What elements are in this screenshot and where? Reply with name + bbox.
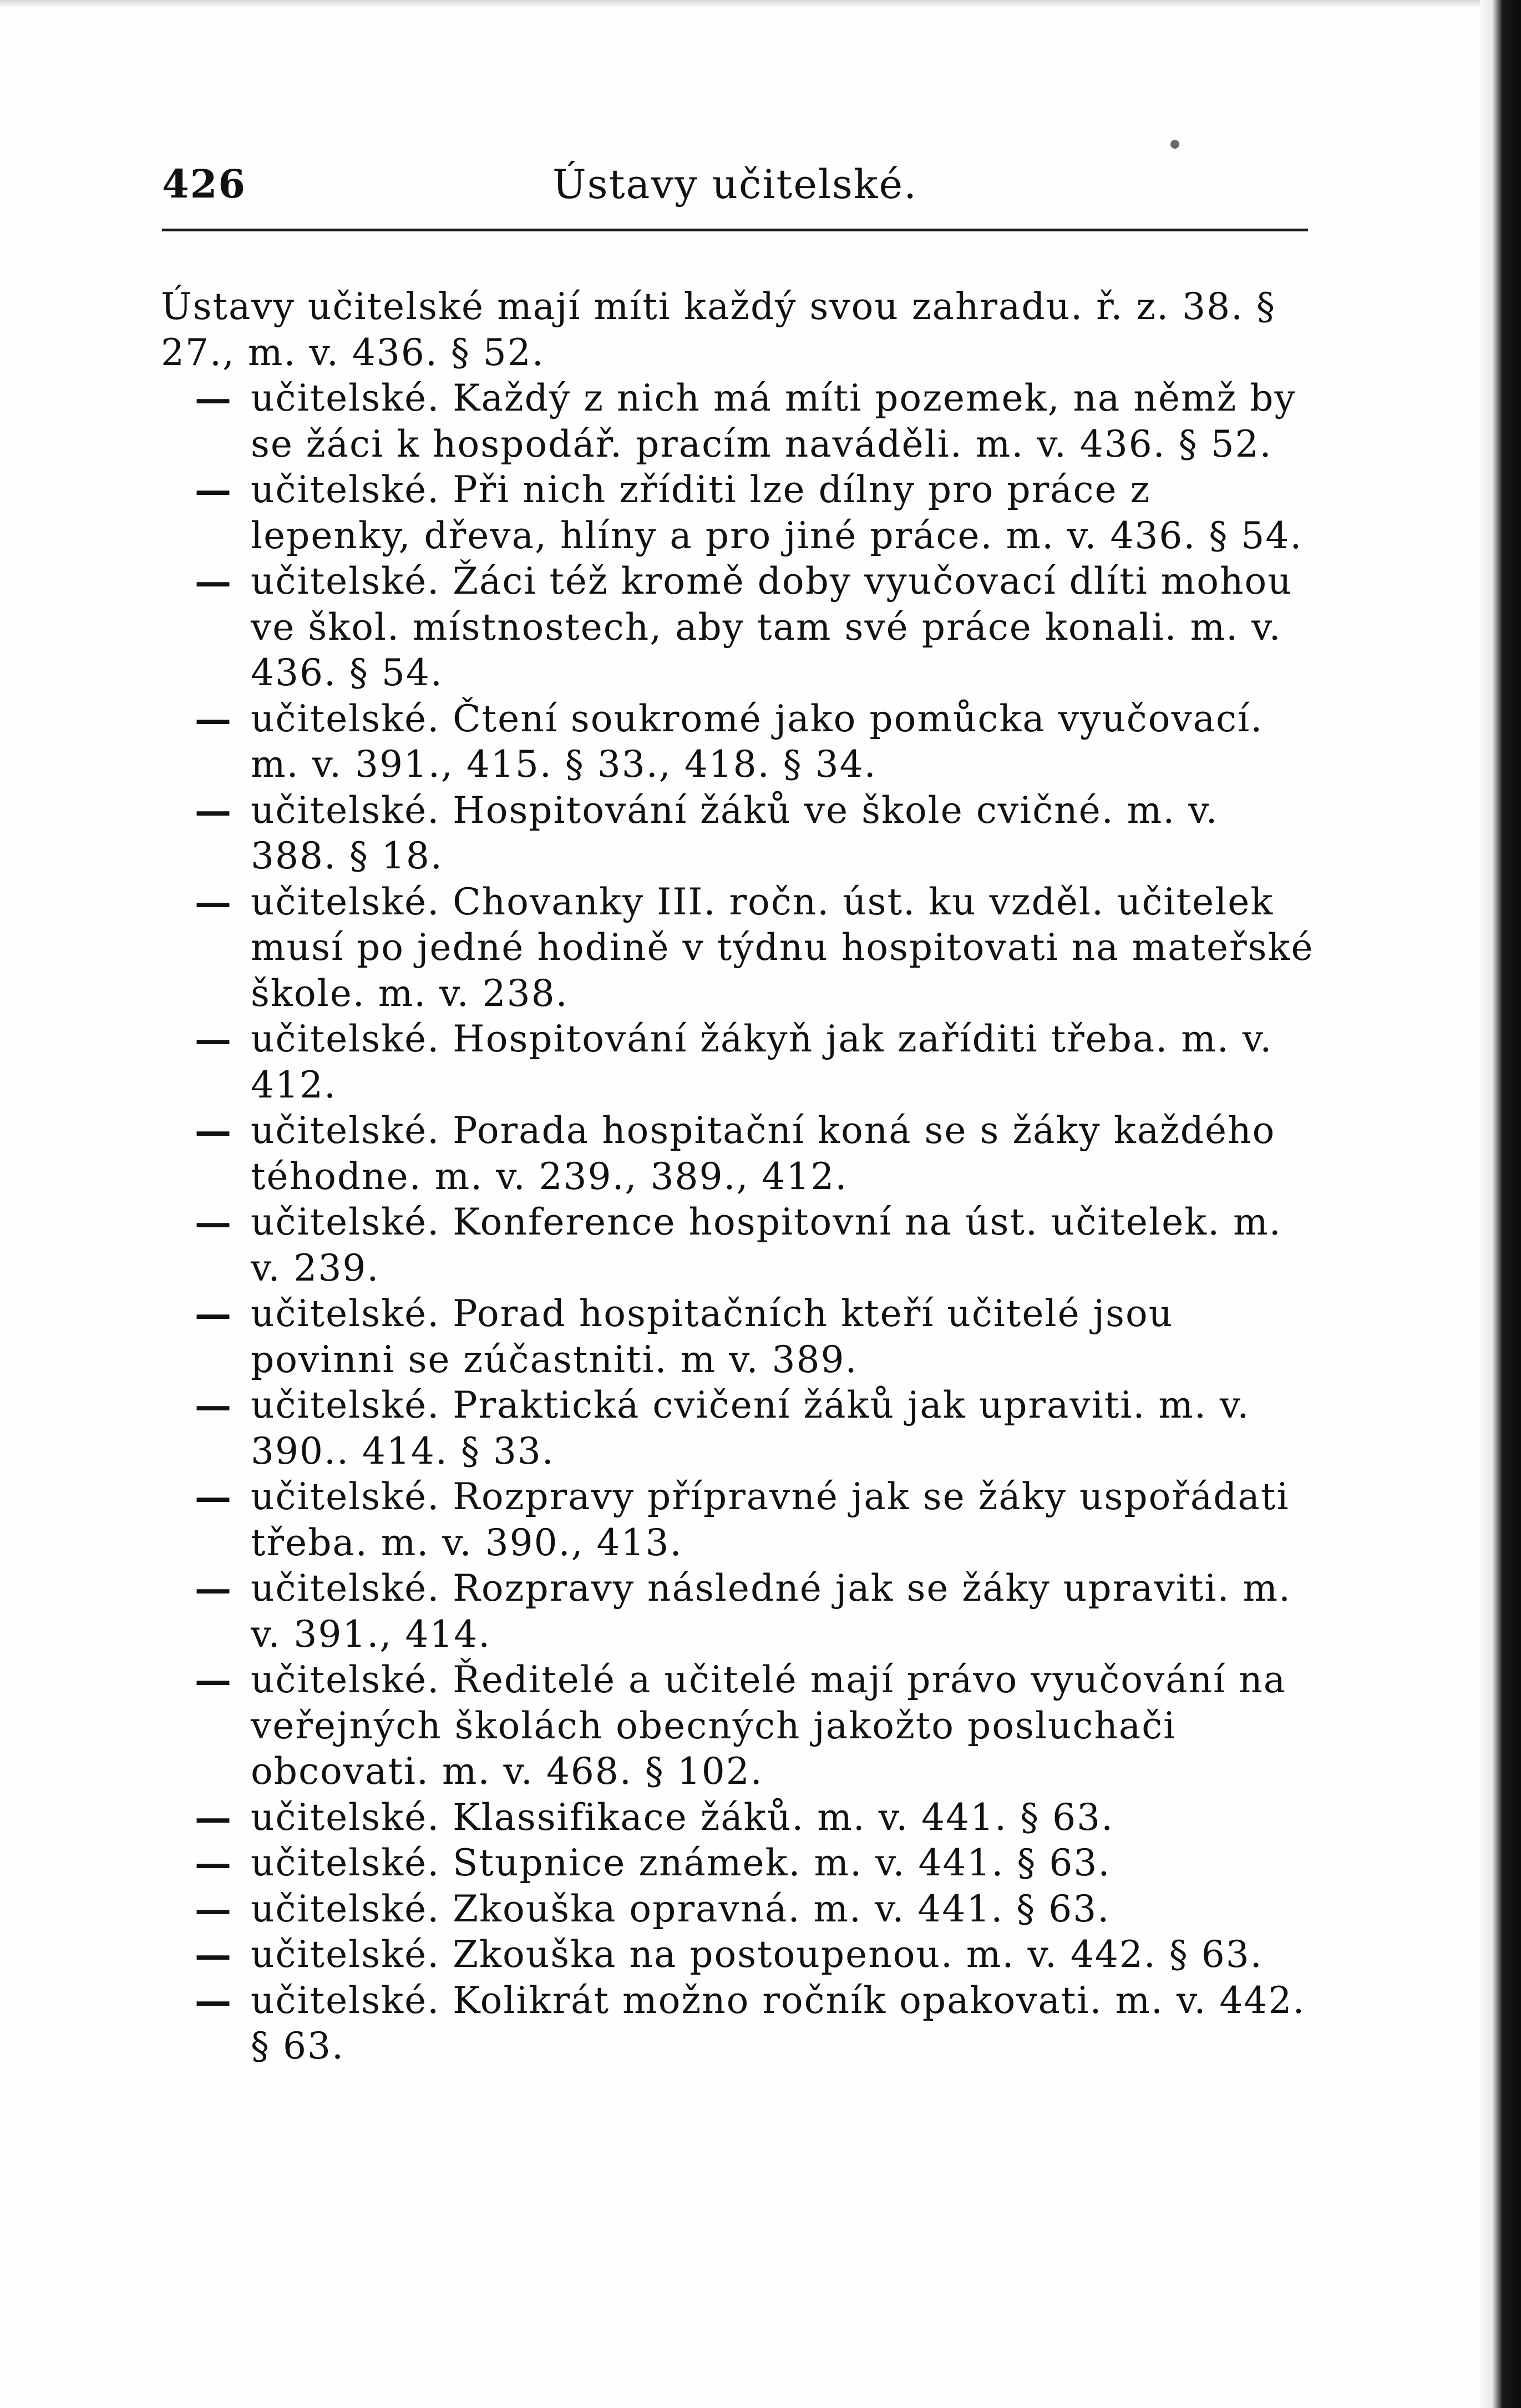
entry-text: učitelské. Při nich zříditi lze dílny pro práce z lepenky, dřeva, hlíny a pro jiné práce. m. v. 436. § 54.	[251, 468, 1303, 557]
index-entry	[161, 1108, 1315, 1200]
page-gutter-edge	[1480, 0, 1521, 2408]
entry-text: učitelské. Konference hospitovní na úst. učitelek. m. v. 239.	[251, 1201, 1282, 1289]
entry-text: učitelské. Každý z nich má míti pozemek, na němž by se žáci k hospodář. pracím naváděli. m. v. 436. § 52.	[251, 377, 1296, 466]
index-entry	[161, 1795, 1315, 1841]
entry-dash: —	[195, 1979, 232, 2022]
entry-dash: —	[195, 1658, 232, 1702]
header-rule	[162, 229, 1308, 231]
entry-text: učitelské. Rozpravy následné jak se žáky upraviti. m. v. 391., 414.	[251, 1567, 1292, 1656]
index-entry	[161, 1291, 1315, 1383]
running-title: Ústavy učitelské.	[552, 161, 918, 208]
entry-text: Ústavy učitelské mají míti každý svou zahradu. ř. z. 38. § 27., m. v. 436. § 52.	[161, 285, 1276, 374]
index-entry	[161, 788, 1315, 879]
entry-dash: —	[195, 880, 232, 924]
entry-dash: —	[195, 560, 232, 603]
entry-text: učitelské. Chovanky III. ročn. úst. ku vzděl. učitelek musí po jedné hodině v týdnu hospitovati na mateřské škole. m. v. 238.	[251, 880, 1314, 1015]
entry-dash: —	[195, 1292, 232, 1335]
entry-dash: —	[195, 1475, 232, 1519]
entry-text: učitelské. Klassifikace žáků. m. v. 441. § 63.	[251, 1795, 1114, 1839]
entry-text: učitelské. Čtení soukromé jako pomůcka vyučovací. m. v. 391., 415. § 33., 418. § 34.	[251, 697, 1264, 786]
entry-dash: —	[195, 1109, 232, 1152]
page-header	[162, 161, 1308, 222]
entry-text: učitelské. Zkouška opravná. m. v. 441. § 63.	[251, 1887, 1111, 1930]
entry-text: učitelské. Zkouška na postoupenou. m. v. 442. § 63.	[251, 1933, 1263, 1976]
index-entry	[161, 376, 1315, 467]
index-entry	[161, 1886, 1315, 1933]
entry-text: učitelské. Hospitování žákyň jak zaříditi třeba. m. v. 412.	[251, 1018, 1273, 1106]
index-entry	[161, 1657, 1315, 1795]
entry-text: učitelské. Rozpravy přípravné jak se žáky uspořádati třeba. m. v. 390., 413.	[251, 1475, 1290, 1564]
entry-dash: —	[195, 377, 232, 420]
index-entry	[161, 1840, 1315, 1886]
entry-dash: —	[195, 468, 232, 512]
entry-text: učitelské. Stupnice známek. m. v. 441. § 63.	[251, 1842, 1111, 1884]
entry-text: učitelské. Praktická cvičení žáků jak upraviti. m. v. 390.. 414. § 33.	[251, 1384, 1250, 1473]
index-entry	[161, 1383, 1315, 1474]
entry-dash: —	[195, 1887, 232, 1931]
entry-text: učitelské. Hospitování žáků ve škole cvičné. m. v. 388. § 18.	[251, 788, 1219, 877]
index-entry	[161, 1566, 1315, 1657]
index-entry	[161, 559, 1315, 696]
index-entry	[161, 1932, 1315, 1978]
page-top-shadow	[0, 0, 1521, 8]
entry-dash: —	[195, 1384, 232, 1427]
entry-text: učitelské. Porada hospitační koná se s žáky každého téhodne. m. v. 239., 389., 412.	[251, 1109, 1276, 1198]
index-entry	[161, 1978, 1315, 2070]
entry-dash: —	[195, 697, 232, 741]
entry-dash: —	[195, 1018, 232, 1061]
print-speck	[1170, 140, 1179, 149]
entry-dash: —	[195, 1933, 232, 1976]
entry-dash: —	[195, 1842, 232, 1885]
entry-dash: —	[195, 788, 232, 832]
index-entries	[161, 284, 1315, 2070]
entry-dash: —	[195, 1795, 232, 1839]
entry-text: učitelské. Žáci též kromě doby vyučovací dlíti mohou ve škol. místnostech, aby tam své práce konali. m. v. 436. § 54.	[251, 560, 1292, 694]
entry-text: učitelské. Ředitelé a učitelé mají právo vyučování na veřejných školách obecných jakožto posluchači obcovati. m. v. 468. § 102.	[251, 1658, 1287, 1793]
entry-dash: —	[195, 1201, 232, 1244]
index-entry	[161, 467, 1315, 559]
index-entry	[161, 284, 1315, 376]
index-entry	[161, 696, 1315, 788]
index-entry	[161, 879, 1315, 1017]
page-number: 426	[162, 161, 247, 207]
entry-dash: —	[195, 1567, 232, 1610]
entry-text: učitelské. Kolikrát možno ročník opakovati. m. v. 442. § 63.	[251, 1979, 1306, 2067]
index-entry	[161, 1016, 1315, 1108]
index-entry	[161, 1200, 1315, 1291]
entry-text: učitelské. Porad hospitačních kteří učitelé jsou povinni se zúčastniti. m v. 389.	[251, 1292, 1174, 1381]
index-entry	[161, 1474, 1315, 1566]
